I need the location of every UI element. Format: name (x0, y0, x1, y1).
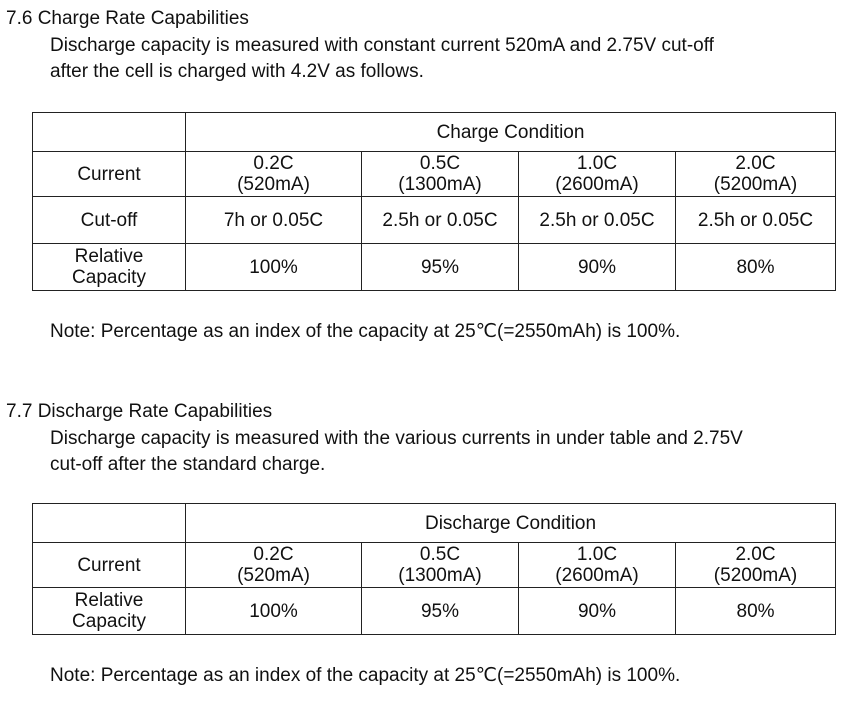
ma-value: (5200mA) (713, 174, 798, 195)
charge-rate-table (32, 112, 836, 291)
rate-value: 0.5C (419, 544, 461, 565)
current-cell (362, 543, 519, 588)
condition-header: Discharge Condition (186, 504, 836, 543)
paragraph-line: after the cell is charged with 4.2V as follows. (50, 61, 424, 82)
discharge-rate-table (32, 503, 836, 635)
row-label-relative-capacity: Relative Capacity (33, 588, 186, 635)
table-corner-cell (33, 113, 186, 152)
capacity-cell: 90% (519, 588, 676, 635)
paragraph-line: Discharge capacity is measured with the various currents in under table and 2.75V (50, 428, 743, 449)
row-label-relative-capacity: Relative Capacity (33, 244, 186, 291)
current-cell (186, 543, 362, 588)
note-text: Note: Percentage as an index of the capacity at 25℃(=2550mAh) is 100%. (50, 665, 681, 686)
rate-value: 1.0C (576, 544, 618, 565)
table-row (33, 588, 836, 635)
current-cell (519, 543, 676, 588)
capacity-cell: 80% (676, 244, 836, 291)
rate-value: 2.0C (735, 153, 776, 174)
capacity-cell: 100% (186, 244, 362, 291)
cutoff-cell: 2.5h or 0.05C (676, 197, 836, 244)
paragraph-line: cut-off after the standard charge. (50, 454, 326, 475)
capacity-cell: 95% (362, 244, 519, 291)
capacity-cell: 100% (186, 588, 362, 635)
table-row (33, 244, 836, 291)
rate-value: 0.2C (253, 544, 294, 565)
row-label-current: Current (33, 152, 186, 197)
note-text: Note: Percentage as an index of the capacity at 25℃(=2550mAh) is 100%. (50, 321, 681, 342)
cutoff-cell: 7h or 0.05C (186, 197, 362, 244)
cutoff-cell: 2.5h or 0.05C (519, 197, 676, 244)
ma-value: (520mA) (237, 565, 310, 586)
section-heading-charge-rate: 7.6 Charge Rate Capabilities (6, 8, 249, 29)
capacity-cell: 80% (676, 588, 836, 635)
rate-value: 0.2C (253, 153, 294, 174)
ma-value: (520mA) (237, 174, 310, 195)
current-cell (186, 152, 362, 197)
rate-value: 0.5C (419, 153, 461, 174)
capacity-cell: 90% (519, 244, 676, 291)
current-cell (676, 152, 836, 197)
ma-value: (5200mA) (713, 565, 798, 586)
ma-value: (1300mA) (398, 174, 482, 195)
rate-value: 1.0C (576, 153, 618, 174)
row-label-cutoff: Cut-off (33, 197, 186, 244)
capacity-cell: 95% (362, 588, 519, 635)
table-row (33, 197, 836, 244)
table-row (33, 543, 836, 588)
current-cell (676, 543, 836, 588)
row-label-current: Current (33, 543, 186, 588)
rate-value: 2.0C (735, 544, 776, 565)
current-cell (519, 152, 676, 197)
ma-value: (2600mA) (555, 565, 639, 586)
table-corner-cell (33, 504, 186, 543)
table-row (33, 152, 836, 197)
ma-value: (1300mA) (398, 565, 482, 586)
ma-value: (2600mA) (555, 174, 639, 195)
current-cell (362, 152, 519, 197)
paragraph-line: Discharge capacity is measured with constant current 520mA and 2.75V cut-off (50, 35, 714, 56)
cutoff-cell: 2.5h or 0.05C (362, 197, 519, 244)
section-heading-discharge-rate: 7.7 Discharge Rate Capabilities (6, 401, 273, 422)
condition-header: Charge Condition (186, 113, 836, 152)
